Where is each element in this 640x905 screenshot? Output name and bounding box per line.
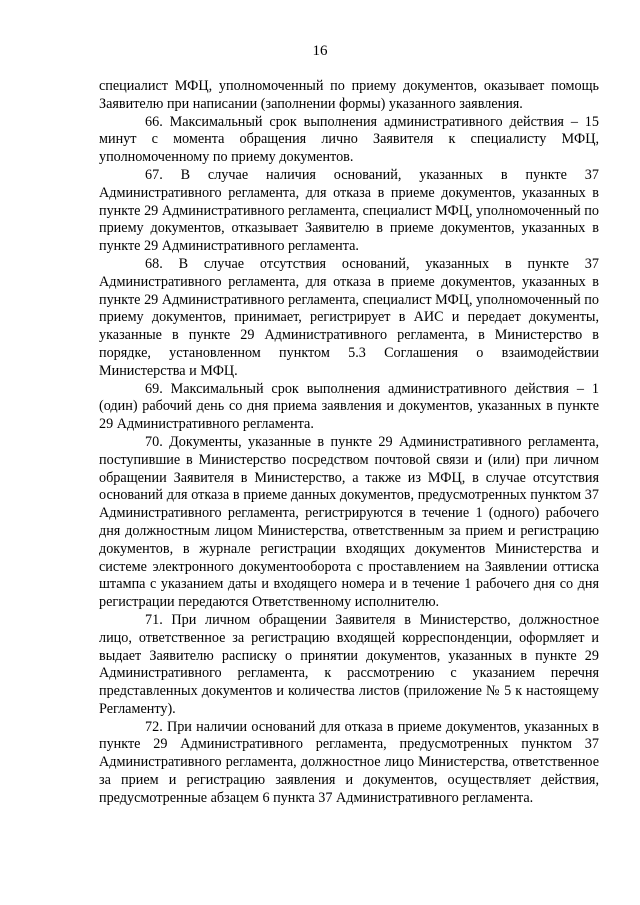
paragraph-72: 72. При наличии оснований для отказа в приеме документов, указанных в пункте 29 Административного регламента, предусмотренных пунктом 37 Административного регламента, должностное лицо Министерства, ответственное за прием и регистрацию заявления и документов, осуществляет действия, предусмотренные абзацем 6 пункта 37 Административного регламента. <box>99 718 599 806</box>
page-number: 16 <box>312 43 328 59</box>
paragraph-70: 70. Документы, указанные в пункте 29 Административного регламента, поступившие в Министерство посредством почтовой связи и (или) при личном обращении Заявителя в Министерство, а также из МФЦ, в случае отсутствия оснований для отказа в приеме данных документов, предусмотренных пунктом 37 Административного регламента, регистрируются в течение 1 (одного) рабочего дня должностным лицом Министерства, ответственным за прием и регистрацию документов, в журнале регистрации входящих документов Министерства и системе электронного документооборота с проставлением на Заявлении оттиска штампа с указанием даты и входящего номера и в течение 1 рабочего дня со дня регистрации передаются Ответственному исполнителю. <box>99 433 599 611</box>
paragraph-66: 66. Максимальный срок выполнения административного действия – 15 минут с момента обращения лично Заявителя к специалисту МФЦ, уполномоченному по приему документов. <box>99 113 599 166</box>
document-body <box>99 78 599 808</box>
paragraph-71: 71. При личном обращении Заявителя в Министерство, должностное лицо, ответственное за регистрацию входящей корреспонденции, оформляет и выдает Заявителю расписку о принятии документов, указанных в пункте 29 Административного регламента, к рассмотрению с указанием перечня представленных документов и количества листов (приложение № 5 к настоящему Регламенту). <box>99 611 599 717</box>
paragraph-continuation: специалист МФЦ, уполномоченный по приему документов, оказывает помощь Заявителю при написании (заполнении формы) указанного заявления. <box>99 78 599 112</box>
paragraph-69: 69. Максимальный срок выполнения административного действия – 1 (один) рабочий день со дня приема заявления и документов, указанных в пункте 29 Административного регламента. <box>99 380 599 433</box>
paragraph-67: 67. В случае наличия оснований, указанных в пункте 37 Административного регламента, для отказа в приеме документов, указанных в пункте 29 Административного регламента, специалист МФЦ, уполномоченный по приему документов, отказывает Заявителю в приеме документов, указанных в пункте 29 Административного регламента. <box>99 166 599 255</box>
paragraph-68: 68. В случае отсутствия оснований, указанных в пункте 37 Административного регламента, для отказа в приеме документов, указанных в пункте 29 Административного регламента, специалист МФЦ, уполномоченный по приему документов, принимает, регистрирует в АИС и передает документы, указанные в пункте 29 Административного регламента, в Министерство в порядке, установленном пунктом 5.3 Соглашения о взаимодействии Министерства и МФЦ. <box>99 255 599 379</box>
